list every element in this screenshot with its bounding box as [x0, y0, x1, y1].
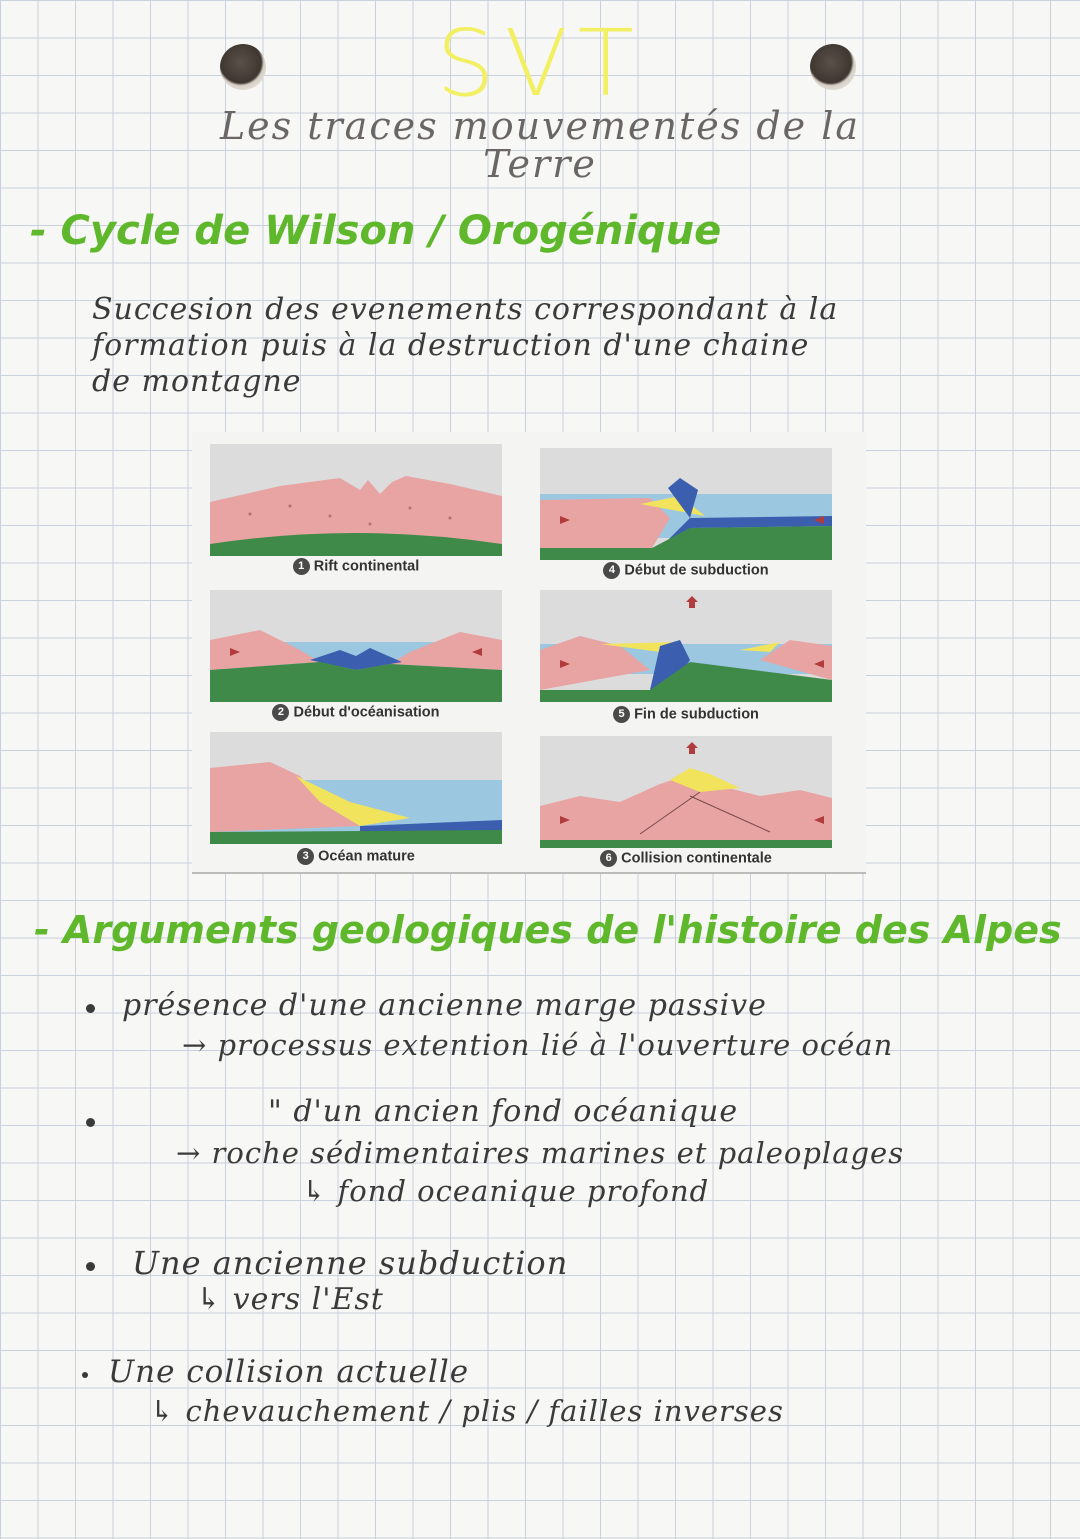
- argument-1-line-2: → processus extention lié à l'ouverture océan: [182, 1028, 894, 1062]
- definition-line-1: Succesion des evenements correspondant à la: [92, 292, 839, 327]
- diagram-fin-subduction: [540, 590, 832, 702]
- page-title-line1: Les traces mouvementés de la: [219, 104, 861, 148]
- caption-text-3: Océan mature: [318, 848, 415, 865]
- caption-text-4: Début de subduction: [624, 562, 769, 579]
- diagram-debut-oceanisation: [210, 590, 502, 702]
- bullet-3: [86, 1262, 95, 1271]
- diagram-collision-continentale: [540, 736, 832, 848]
- step-number-2: 2: [272, 704, 289, 721]
- diagram-ocean-mature: [210, 732, 502, 844]
- caption-text-5: Fin de subduction: [634, 706, 759, 723]
- section-heading-alpes-arguments: - Arguments geologiques de l'histoire des Alpes: [34, 908, 1062, 952]
- step-number-6: 6: [600, 850, 617, 867]
- caption-fin-subduction: [540, 706, 832, 723]
- argument-4-line-2: ↳ chevauchement / plis / failles inverses: [150, 1394, 784, 1428]
- caption-text-2: Début d'océanisation: [293, 704, 440, 721]
- caption-collision-continentale: [540, 850, 832, 867]
- caption-rift-continental: [210, 558, 502, 575]
- section-heading-wilson-cycle: - Cycle de Wilson / Orogénique: [30, 208, 722, 254]
- argument-4-line-1: Une collision actuelle: [108, 1354, 470, 1390]
- caption-debut-oceanisation: [210, 704, 502, 721]
- bullet-1: [86, 1004, 95, 1013]
- argument-3-line-2: ↳ vers l'Est: [196, 1282, 384, 1317]
- step-number-1: 1: [293, 558, 310, 575]
- caption-text-1: Rift continental: [313, 558, 420, 575]
- argument-3-line-1: Une ancienne subduction: [132, 1244, 569, 1282]
- bullet-4: [82, 1372, 88, 1378]
- argument-2-line-2: → roche sédimentaires marines et paleoplages: [176, 1136, 905, 1170]
- step-number-4: 4: [603, 562, 620, 579]
- step-number-5: 5: [613, 706, 630, 723]
- caption-ocean-mature: [210, 848, 502, 865]
- argument-2-line-1: " d'un ancien fond océanique: [268, 1094, 739, 1129]
- argument-1-line-1: présence d'une ancienne marge passive: [122, 988, 767, 1023]
- page-title-line2: Terre: [483, 142, 597, 186]
- caption-text-6: Collision continentale: [621, 850, 772, 867]
- diagram-debut-subduction: [540, 448, 832, 560]
- definition-line-2: formation puis à la destruction d'une chaine: [92, 328, 810, 363]
- step-number-3: 3: [297, 848, 314, 865]
- diagram-rift-continental: [210, 444, 502, 556]
- bullet-2: [86, 1118, 95, 1127]
- definition-line-3: de montagne: [92, 364, 302, 399]
- caption-debut-subduction: [540, 562, 832, 579]
- wilson-cycle-figure: [192, 432, 866, 874]
- argument-2-line-3: ↳ fond oceanique profond: [302, 1174, 710, 1208]
- subject-title: SVT: [436, 10, 644, 117]
